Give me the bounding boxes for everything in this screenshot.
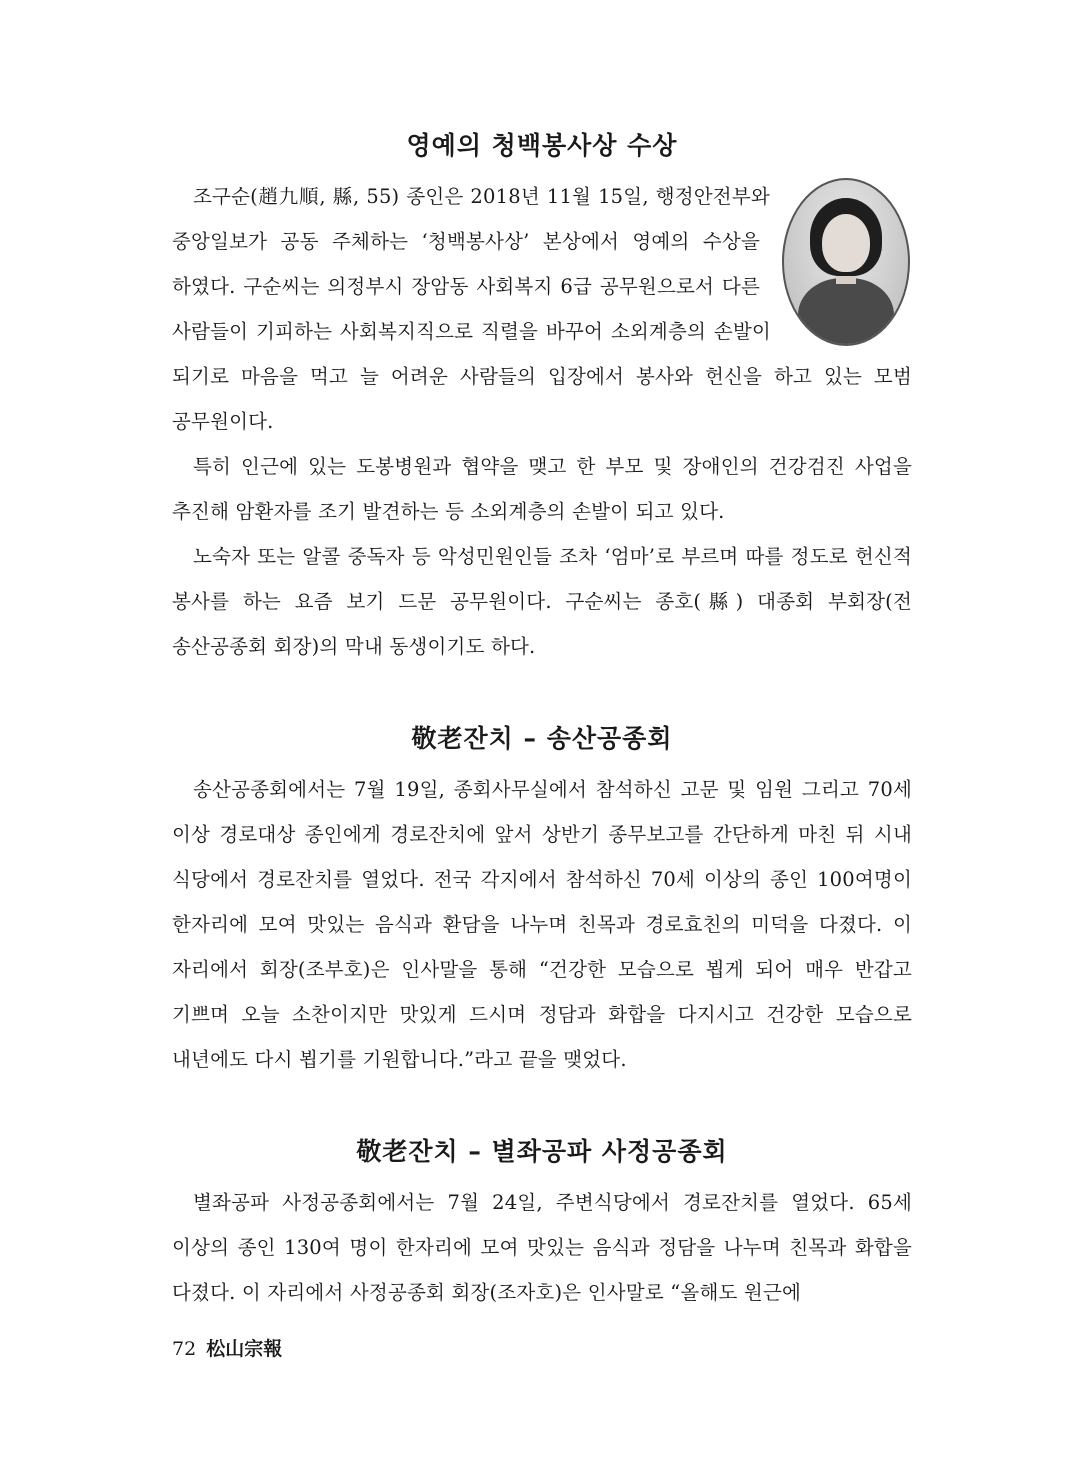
section-heading: 敬老잔치 – 송산공종회: [411, 724, 673, 753]
paragraph: 송산공종회에서는 7월 19일, 종회사무실에서 참석하신 고문 및 임원 그리고 70세 이상 경로대상 종인에게 경로잔치에 앞서 상반기 종무보고를 간단하게 마친 뒤 시내 식당에서 경로잔치를 열었다. 전국 각지에서 참석하신 70세 이상의 종인 100여명이 한자리에 모여 맛있는 음식과 환담을 나누며 친목과 경로효친의 미덕을 다졌다. 이 자리에서 회장(조부호)은 인사말을 통해 “건강한 모습으로 뵙게 되어 매우 반갑고 기쁘며 오늘 소찬이지만 맛있게 드시며 정담과 화합을 다지시고 건강한 모습으로 내년에도 다시 뵙기를 기원합니다.”라고 끝을 맺었다.: [172, 778, 912, 1071]
paragraph: 조구순(趙九順, 縣, 55) 종인은 2018년 11월 15일, 행정안전부와 중앙일보가 공동 주체하는 ‘청백봉사상’ 본상에서 영예의 수상을 하였다. 구순씨는 의정부시 장암동 사회복지 6급 공무원으로서 다른 사람들이 기피하는 사회복지직으로 직렬을 바꾸어 소외계층의 손발이 되기로 마음을 먹고 늘 어려운 사람들의 입장에서 봉사와 헌신을 하고 있는 모범 공무원이다.: [172, 185, 912, 433]
page-number: 72: [172, 1338, 197, 1360]
page-footer: [172, 1336, 282, 1362]
paragraph: 노숙자 또는 알콜 중독자 등 악성민원인들 조차 ‘엄마’로 부르며 따를 정도로 헌신적 봉사를 하는 요즘 보기 드문 공무원이다. 구순씨는 종호(縣) 대종회 부회장(전 송산공종회 회장)의 막내 동생이기도 하다.: [172, 545, 912, 658]
portrait-image: [782, 178, 910, 346]
section-sajeong-elders-party: [172, 1128, 912, 1315]
portrait-body-shape: [798, 278, 894, 346]
paragraph: 별좌공파 사정공종회에서는 7월 24일, 주변식당에서 경로잔치를 열었다. 65세 이상의 종인 130여 명이 한자리에 모여 맛있는 음식과 정담을 나누며 친목과 화합을 다졌다. 이 자리에서 사정공종회 회장(조자호)은 인사말로 “올해도 원근에: [172, 1191, 912, 1304]
section-heading: 영예의 청백봉사상 수상: [406, 131, 678, 160]
portrait-photo: [782, 178, 912, 346]
article-body: [172, 122, 912, 1361]
publication-title: 松山宗報: [206, 1338, 283, 1360]
section-award: [172, 122, 912, 669]
section-songsan-elders-party: [172, 715, 912, 1082]
paragraph: 특히 인근에 있는 도봉병원과 협약을 맺고 한 부모 및 장애인의 건강검진 사업을 추진해 암환자를 조기 발견하는 등 소외계층의 손발이 되고 있다.: [172, 455, 912, 523]
portrait-face-shape: [822, 214, 870, 272]
section-heading: 敬老잔치 – 별좌공파 사정공종회: [356, 1137, 728, 1166]
